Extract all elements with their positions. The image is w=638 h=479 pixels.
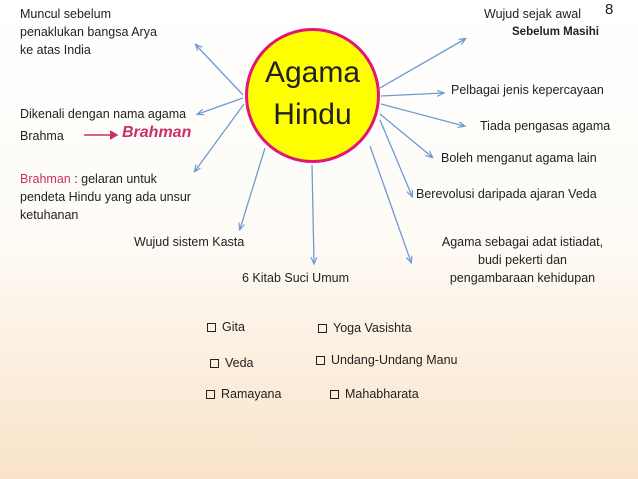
muncul-line2: penaklukan bangsa Arya [20,25,157,39]
checkbox-icon [330,390,339,399]
kitab-item-gita: Gita [207,319,245,335]
kitab-item-yoga-vasishta: Yoga Vasishta [318,320,412,336]
kitab-item-mahabharata: Mahabharata [330,386,419,402]
adat-line1: Agama sebagai adat istiadat, [441,235,604,249]
checkbox-icon [210,359,219,368]
muncul-line3: ke atas India [20,43,91,57]
brahman-definition-line2: pendeta Hindu yang ada unsur [20,190,191,204]
central-circle [245,28,380,163]
brahman-definition-rest: : gelaran untuk [70,172,157,186]
adat-line3: pengambaraan kehidupan [449,271,596,285]
tiada-text: Tiada pengasas agama [480,119,611,133]
kasta-text: Wujud sistem Kasta [134,235,245,249]
sebelum-masihi-text: Sebelum Masihi [512,26,599,38]
wujud-awal-number: 8 [605,1,614,18]
center-title-line2: Hindu [273,98,352,131]
brahman-highlight: Brahman [122,124,192,141]
brahman-definition-line1 [20,170,157,188]
checkbox-icon [316,356,325,365]
boleh-text: Boleh menganut agama lain [441,151,597,165]
center-title-line1: Agama [264,56,361,89]
checkbox-icon [318,324,327,333]
dikenali-text: Dikenali dengan nama agama [20,107,187,121]
checkbox-icon [206,390,215,399]
brahma-text: Brahma [20,129,64,143]
brahman-definition-term: Brahman [20,172,71,186]
checkbox-icon [207,323,216,332]
muncul-line1: Muncul sebelum [20,7,112,21]
berevolusi-text: Berevolusi daripada ajaran Veda [416,187,597,201]
kitab-item-undang-undang-manu: Undang-Undang Manu [316,352,457,368]
brahman-definition-line3: ketuhanan [20,208,79,222]
kitab-item-ramayana: Ramayana [206,386,281,402]
wujud-awal-text: Wujud sejak awal [484,7,582,21]
pelbagai-text: Pelbagai jenis kepercayaan [451,83,604,97]
kitab-item-veda: Veda [210,355,254,371]
kitab-heading: 6 Kitab Suci Umum [242,271,349,285]
adat-line2: budi pekerti dan [478,253,567,267]
